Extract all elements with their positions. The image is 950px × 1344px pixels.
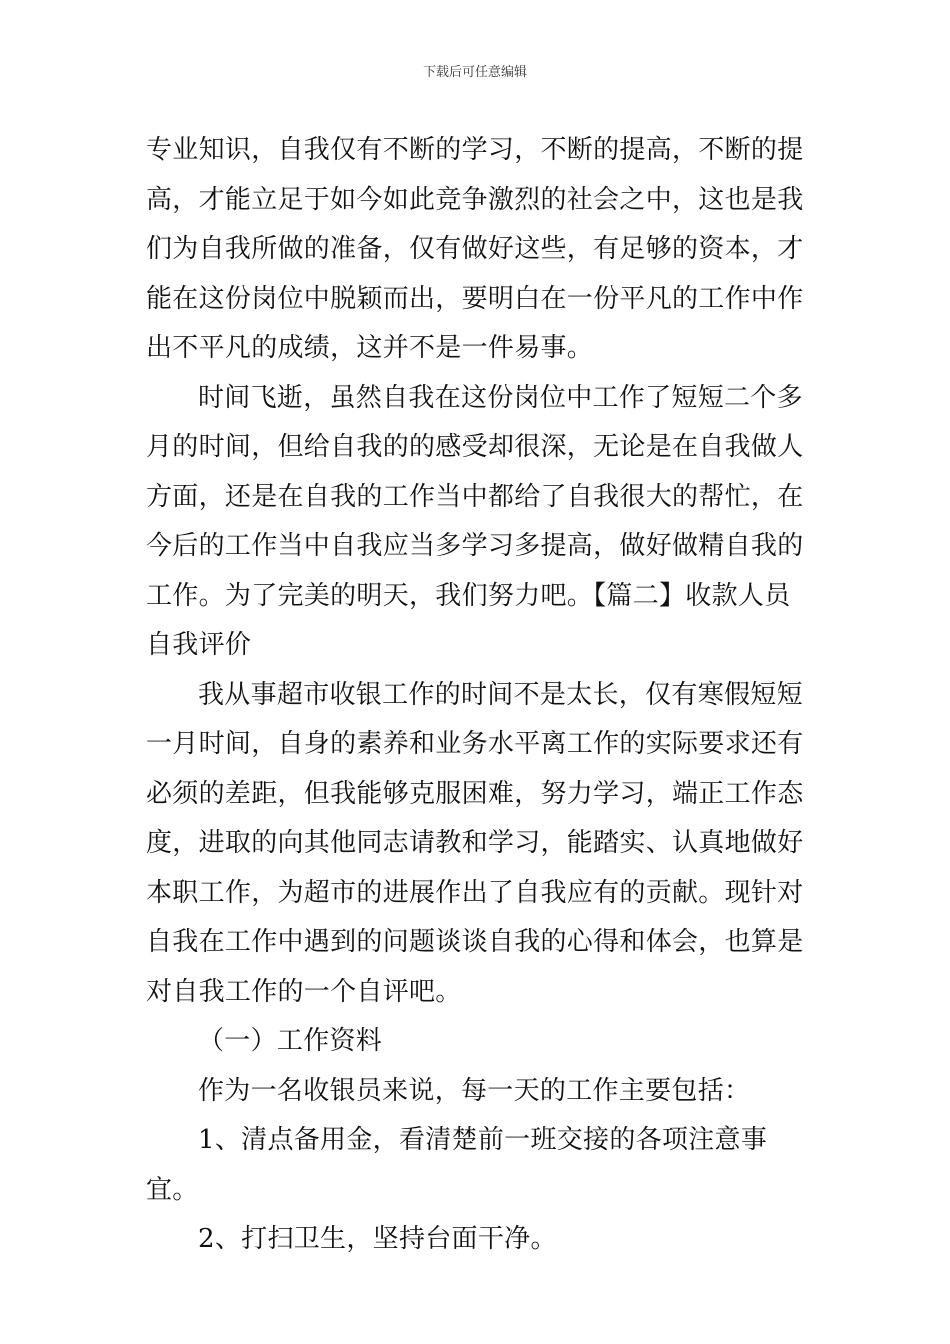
list-item-1: 1、清点备用金，看清楚前一班交接的各项注意事宜。: [146, 1125, 768, 1205]
document-body: [146, 126, 810, 1265]
paragraph-3: 我从事超市收银工作的时间不是太长，仅有寒假短短一月时间，自身的素养和业务水平离工作的实际要求还有必须的差距，但我能够克服困难，努力学习，端正工作态度，进取的向其他同志请教和学习，能踏实、认真地做好本职工作，为超市的进展作出了自我应有的贡献。现针对自我在工作中遇到的问题谈谈自我的心得和体会，也算是对自我工作的一个自评吧。: [146, 679, 804, 1007]
page-header: 下载后可任意编辑: [422, 65, 527, 80]
paragraph-5: 作为一名收银员来说，每一天的工作主要包括：: [198, 1075, 751, 1106]
paragraph-2: 时间飞逝，虽然自我在这份岗位中工作了短短二个多月的时间，但给自我的的感受却很深，无论是在自我做人方面，还是在自我的工作当中都给了自我很大的帮忙，在今后的工作当中自我应当多学习多提高，做好做精自我的工作。为了完美的明天，我们努力吧。【篇二】收款人员自我评价: [146, 382, 804, 660]
section-heading: （一）工作资料: [198, 1026, 383, 1056]
list-item-2: 2、打扫卫生，坚持台面干净。: [198, 1224, 557, 1254]
paragraph-1: 专业知识，自我仅有不断的学习，不断的提高，不断的提高，才能立足于如今如此竞争激烈的社会之中，这也是我们为自我所做的准备，仅有做好这些，有足够的资本，才能在这份岗位中脱颖而出，要明白在一份平凡的工作中作出不平凡的成绩，这并不是一件易事。: [146, 135, 804, 363]
